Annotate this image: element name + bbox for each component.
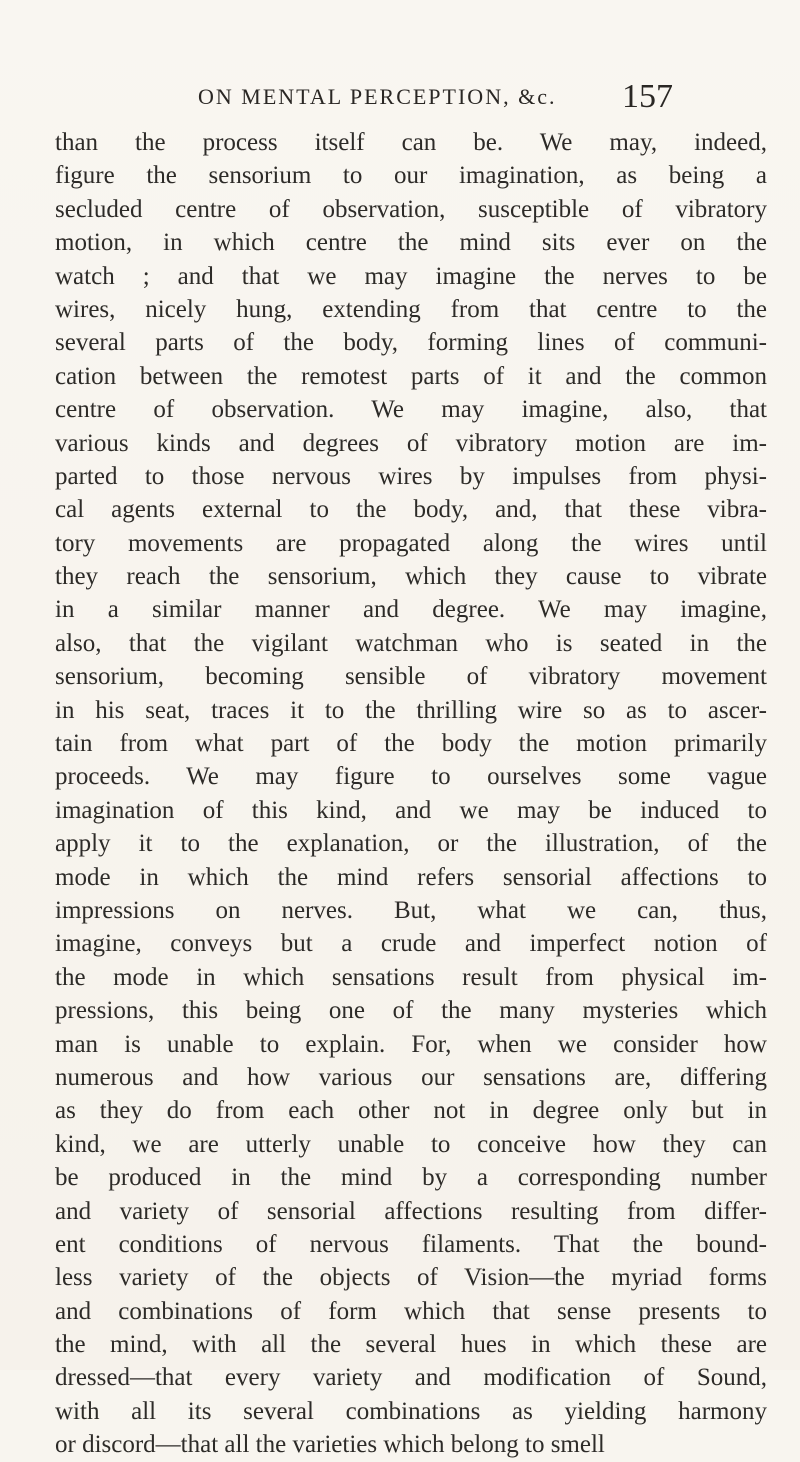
text-line: secluded centre of observation, susceptible of vibratory — [55, 195, 767, 223]
text-line: parted to those nervous wires by impulses from physi- — [55, 462, 767, 490]
text-line: mode in which the mind refers sensorial affections to — [55, 863, 767, 891]
text-line: the mind, with all the several hues in which these are — [55, 1331, 767, 1359]
text-line: or discord—that all the varieties which belong to smell — [55, 1431, 605, 1459]
running-head — [0, 78, 800, 115]
text-line: numerous and how various our sensations are, differing — [55, 1063, 767, 1091]
text-line: tory movements are propagated along the wires until — [55, 529, 767, 557]
text-line: cal agents external to the body, and, that these vibra- — [55, 496, 767, 524]
text-line: sensorium, becoming sensible of vibratory movement — [55, 663, 767, 691]
body-text — [55, 126, 767, 1462]
text-line: watch ; and that we may imagine the nerves to be — [55, 262, 767, 290]
text-line: than the process itself can be. We may, indeed, — [55, 129, 767, 156]
text-line: be produced in the mind by a corresponding number — [55, 1164, 767, 1192]
text-line: apply it to the explanation, or the illustration, of the — [55, 830, 767, 858]
text-line: wires, nicely hung, extending from that centre to the — [55, 295, 767, 323]
page-number: 157 — [622, 78, 673, 115]
text-line: with all its several combinations as yielding harmony — [55, 1397, 767, 1425]
text-line: in a similar manner and degree. We may imagine, — [55, 596, 767, 624]
text-line: figure the sensorium to our imagination, as being a — [55, 162, 767, 190]
text-line: ent conditions of nervous filaments. That the bound- — [55, 1230, 767, 1258]
text-line: cation between the remotest parts of it and the common — [55, 362, 767, 390]
text-line: pressions, this being one of the many mysteries which — [55, 997, 767, 1025]
text-line: imagination of this kind, and we may be induced to — [55, 796, 767, 824]
text-line: impressions on nerves. But, what we can, thus, — [55, 896, 767, 924]
text-line: as they do from each other not in degree only but in — [55, 1097, 767, 1125]
text-line: tain from what part of the body the motion primarily — [55, 730, 767, 758]
text-line: man is unable to explain. For, when we consider how — [55, 1030, 767, 1058]
text-line: less variety of the objects of Vision—the myriad forms — [55, 1264, 767, 1292]
text-line: proceeds. We may figure to ourselves some vague — [55, 763, 767, 791]
text-line: and combinations of form which that sense presents to — [55, 1297, 767, 1325]
text-line: centre of observation. We may imagine, also, that — [55, 396, 767, 424]
running-title: ON MENTAL PERCEPTION, &c. — [198, 84, 557, 109]
text-line: the mode in which sensations result from physical im- — [55, 963, 767, 991]
text-line: motion, in which centre the mind sits ever on the — [55, 229, 767, 257]
text-line: dressed—that every variety and modification of Sound, — [55, 1364, 767, 1392]
text-line: in his seat, traces it to the thrilling wire so as to ascer- — [55, 696, 767, 724]
text-line: they reach the sensorium, which they cause to vibrate — [55, 563, 767, 591]
text-line: kind, we are utterly unable to conceive how they can — [55, 1130, 767, 1158]
text-line: several parts of the body, forming lines of communi- — [55, 329, 767, 357]
text-line: also, that the vigilant watchman who is seated in the — [55, 629, 767, 657]
text-line: imagine, conveys but a crude and imperfect notion of — [55, 930, 767, 958]
text-line: and variety of sensorial affections resulting from differ- — [55, 1197, 767, 1225]
text-line: various kinds and degrees of vibratory motion are im- — [55, 429, 767, 457]
